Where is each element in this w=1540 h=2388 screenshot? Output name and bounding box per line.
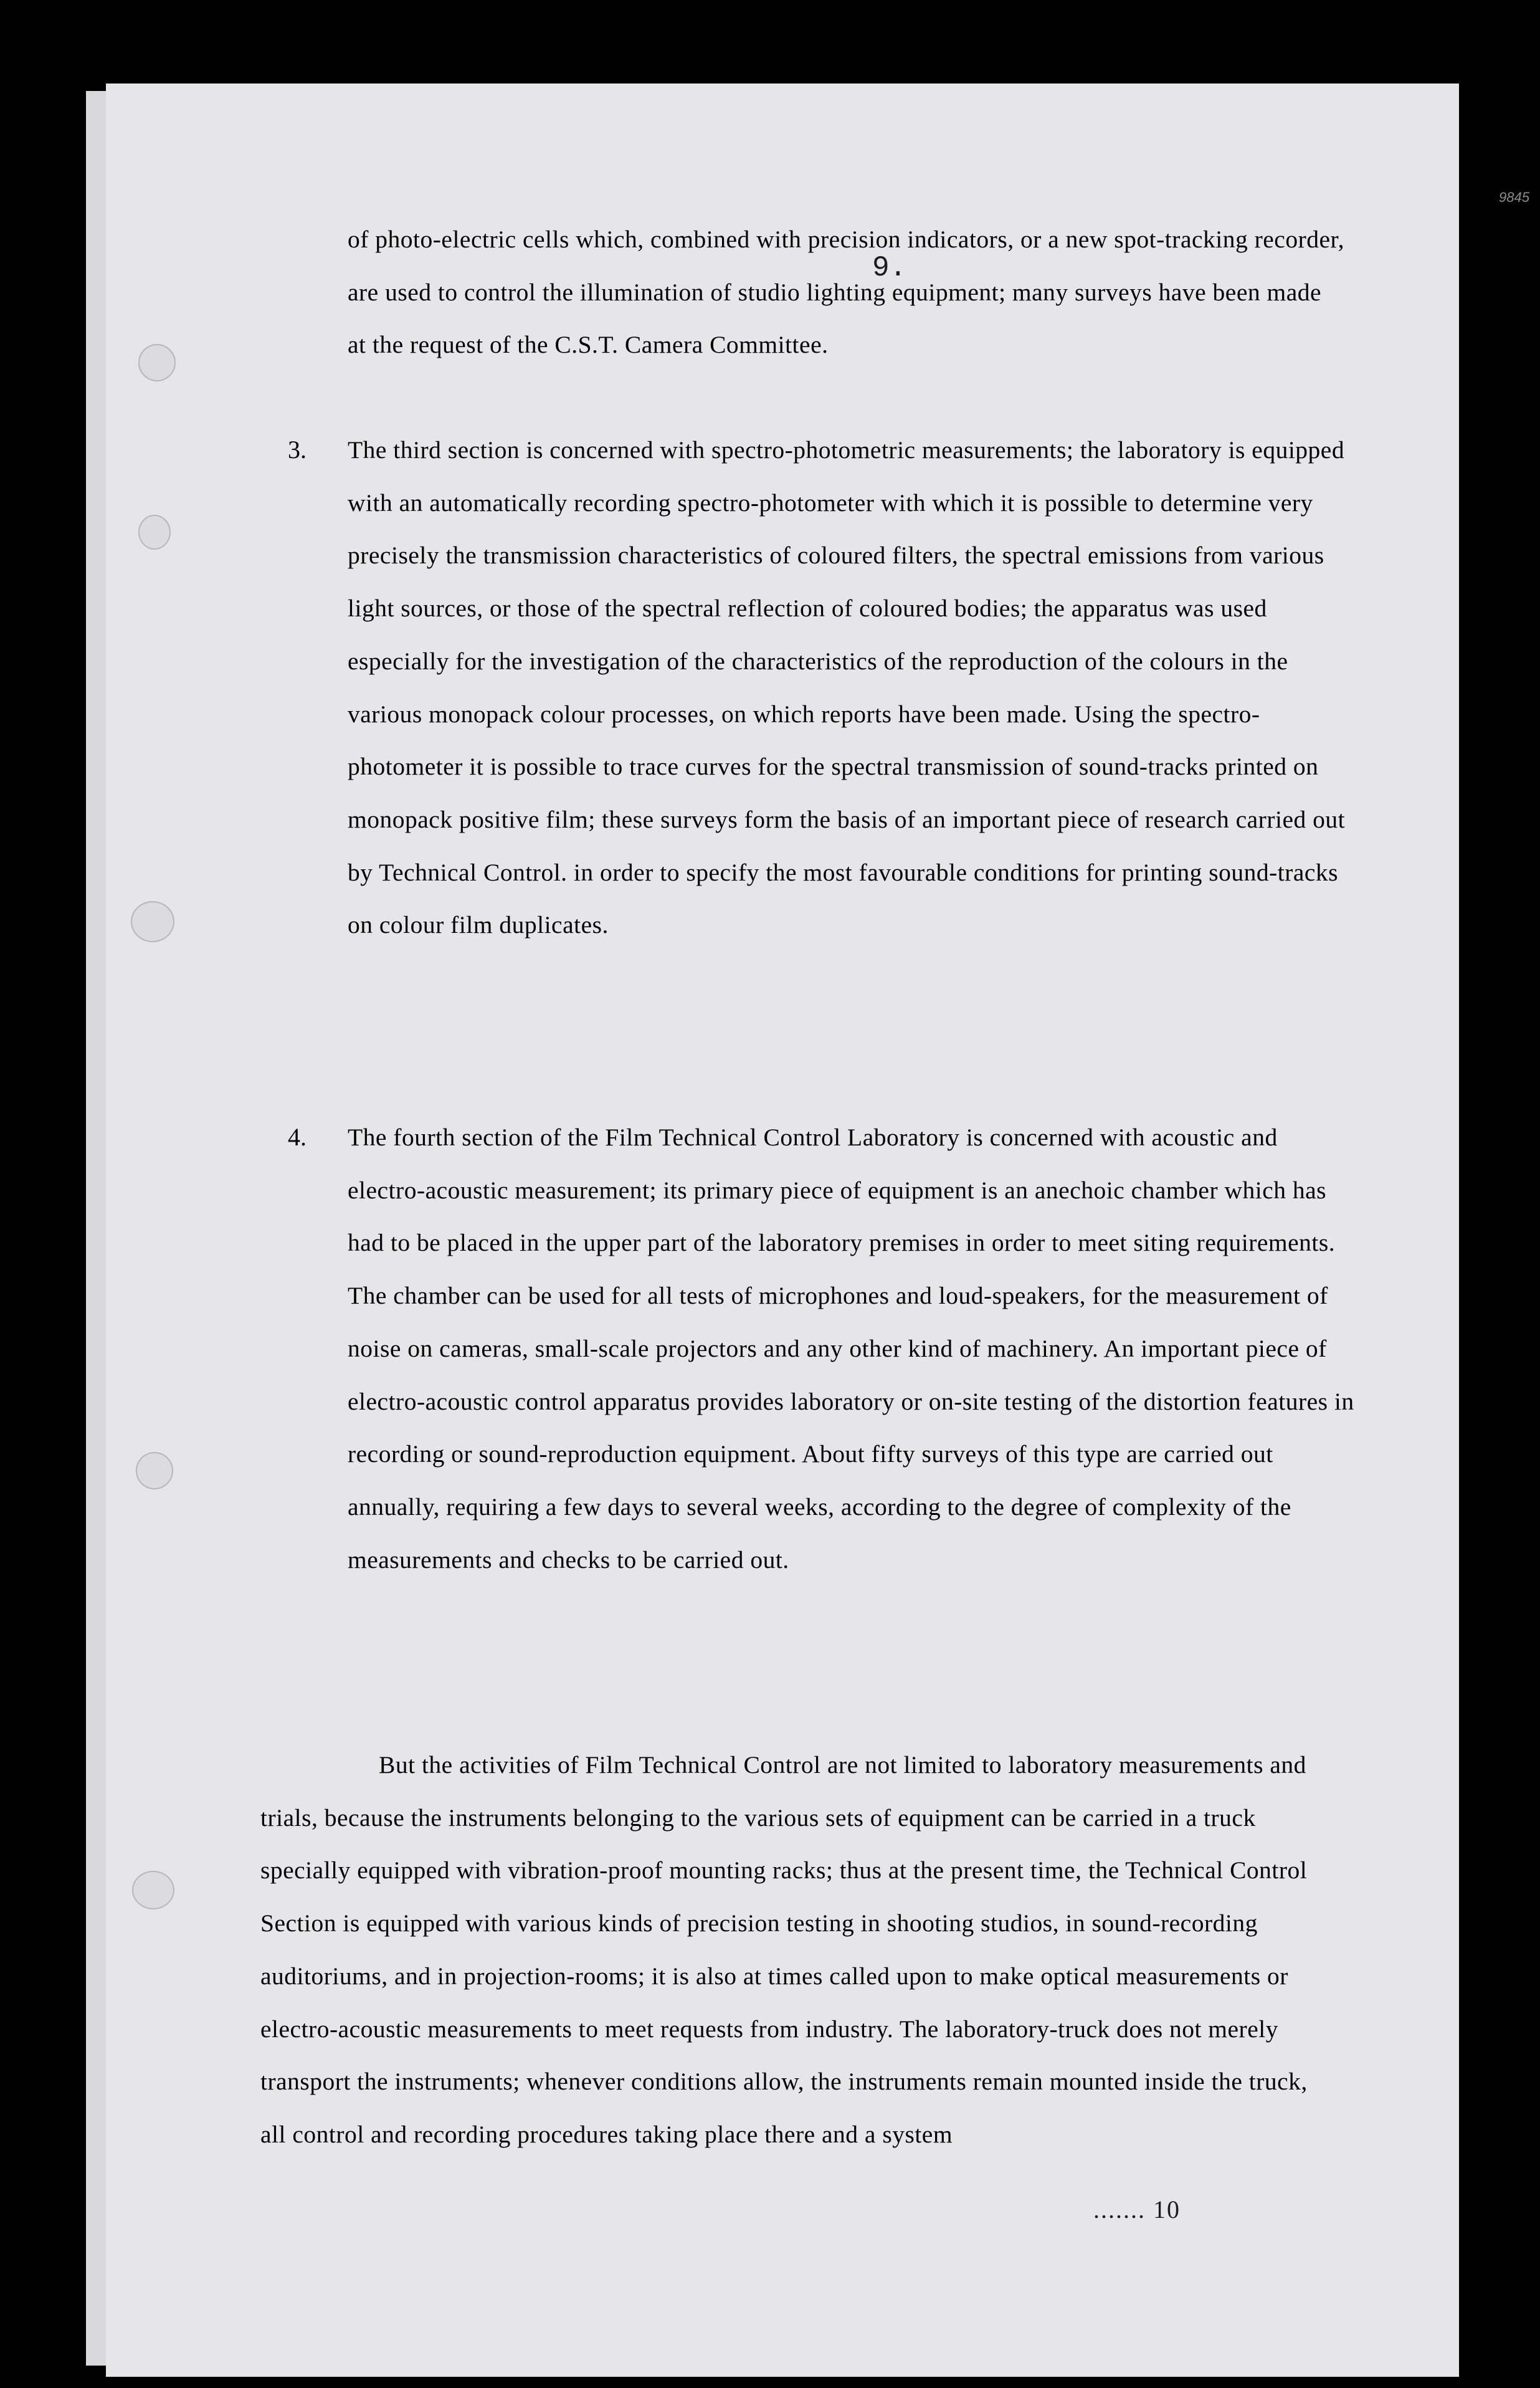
section-3-paragraph: The third section is concerned with spectro-photometric measurements; the laboratory is equipped with an automatically recording spectro-photometer with which it is possible to determine very precisely the transmission characteristics of coloured filters, the spectral emissions from various light sources, or those of the spectral reflection of coloured bodies; the apparatus was used especially for the investigation of the characteristics of the reproduction of the colours in the various monopack colour processes, on which reports have been made. Using the spectro-photometer it is possible to trace curves for the spectral transmission of sound-tracks printed on monopack positive film; these surveys form the basis of an important piece of research carried out by Technical Control. in order to specify the most favourable conditions for printing sound-tracks on colour film duplicates. xyxy=(348,436,1346,939)
section-4-paragraph: The fourth section of the Film Technical Control Laboratory is concerned with acoustic and electro-acoustic measurement; its primary piece of equipment is an anechoic chamber which has had to be placed in the upper part of the laboratory premises in order to meet siting requirements. The chamber can be used for all tests of microphones and loud-speakers, for the measurement of noise on cameras, small-scale projectors and any other kind of machinery. An important piece of electro-acoustic control apparatus provides laboratory or on-site testing of the distortion features in recording or sound-reproduction equipment. About fifty surveys of this type are carried out annually, requiring a few days to several weeks, according to the degree of complexity of the measurements and checks to be carried out. xyxy=(348,1124,1354,1574)
section-4-number: 4. xyxy=(288,1123,307,1151)
section-3-number: 3. xyxy=(288,436,307,464)
punch-hole xyxy=(138,515,171,550)
next-page-marker: ....... 10 xyxy=(1093,2195,1181,2223)
continuation-paragraph: of photo-electric cells which, combined with precision indicators, or a new spot-tracking recorder, are used to control the illumination of studio lighting equipment; many surveys have been made at the request of the C.S.T. Camera Committee. xyxy=(348,226,1344,359)
punch-hole xyxy=(136,1452,173,1489)
page-number: 9. xyxy=(872,252,907,284)
archive-number: 9845 xyxy=(1499,189,1529,205)
punch-hole xyxy=(138,344,176,381)
punch-hole xyxy=(131,901,174,942)
closing-paragraph: But the activities of Film Technical Control are not limited to laboratory measurements and trials, because the instruments belonging to the various sets of equipment can be carried in a truck specially equipped with vibration-proof mounting racks; thus at the present time, the Technical Control Section is equipped with various kinds of precision testing in shooting studios, in sound-recording auditoriums, and in projection-rooms; it is also at times called upon to make optical measurements or electro-acoustic measurements to meet requests from industry. The laboratory-truck does not merely transport the instruments; whenever conditions allow, the instruments remain mounted inside the truck, all control and recording procedures taking place there and a system xyxy=(260,1751,1308,2148)
punch-hole xyxy=(132,1871,174,1909)
